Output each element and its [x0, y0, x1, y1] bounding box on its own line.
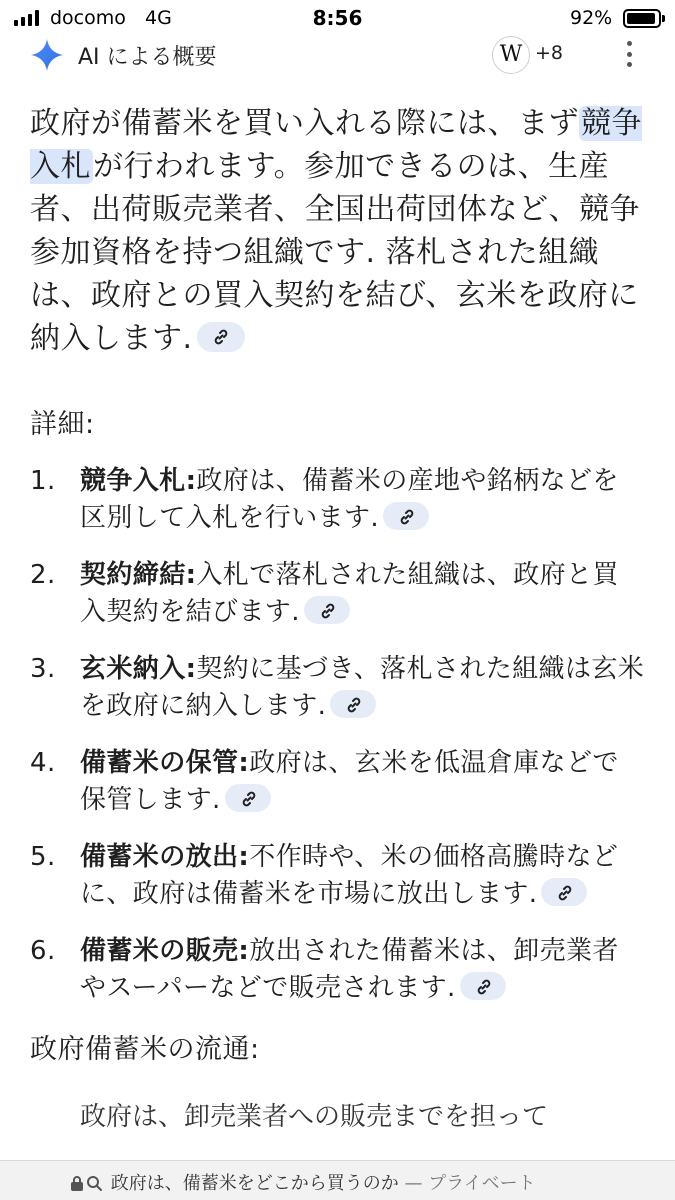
citation-link-chip[interactable]	[383, 502, 429, 530]
network-type: 4G	[145, 7, 172, 29]
item-text: 政府は、玄米を低温倉庫などで保管します.	[80, 748, 619, 815]
item-number: 4.	[30, 748, 56, 778]
battery-fill	[627, 13, 655, 24]
item-body	[80, 557, 645, 631]
item-number: 5.	[30, 842, 56, 872]
battery-percent: 92%	[570, 7, 613, 29]
citation-link-chip[interactable]	[225, 784, 271, 812]
citation-link-chip[interactable]	[460, 972, 506, 1000]
link-icon	[556, 884, 574, 902]
link-icon	[475, 978, 493, 996]
item-title: 契約締結:	[80, 560, 197, 590]
link-icon	[398, 508, 416, 526]
carrier-name: docomo	[50, 7, 126, 29]
item-title: 玄米納入:	[80, 654, 197, 684]
highlighted-term[interactable]: 競争入札	[30, 106, 642, 184]
item-title: 備蓄米の放出:	[80, 842, 250, 872]
sparkle-icon	[30, 38, 64, 72]
item-title: 備蓄米の販売:	[80, 936, 250, 966]
address-bar[interactable]	[0, 1160, 675, 1200]
truncated-line: 政府は、卸売業者への販売までを担って	[80, 1102, 549, 1132]
item-title: 競争入札:	[80, 466, 197, 496]
detail-item	[30, 745, 645, 819]
detail-item	[30, 463, 645, 537]
battery-icon	[623, 9, 661, 28]
item-title: 備蓄米の保管:	[80, 748, 250, 778]
wikipedia-source-badge[interactable]: W	[492, 36, 530, 74]
detail-item	[30, 933, 645, 1007]
item-text: 入札で落札された組織は、政府と買入契約を結びます.	[80, 560, 619, 627]
item-text: 契約に基づき、落札された組織は玄米を政府に納入します.	[80, 654, 645, 721]
item-body	[80, 745, 645, 819]
link-icon	[319, 602, 337, 620]
search-icon	[86, 1175, 103, 1192]
details-list	[30, 463, 645, 1007]
details-heading: 詳細:	[30, 409, 95, 440]
link-icon	[212, 328, 230, 346]
ai-overview-header	[0, 34, 675, 74]
battery-cap	[662, 15, 665, 22]
item-body	[80, 651, 645, 725]
more-options-icon[interactable]	[622, 41, 636, 67]
flow-heading: 政府備蓄米の流通:	[30, 1034, 260, 1065]
detail-item	[30, 651, 645, 725]
item-text: 政府は、備蓄米の産地や銘柄などを区別して入札を行います.	[80, 466, 619, 533]
private-mode-label: — プライベート	[404, 1173, 536, 1194]
item-number: 3.	[30, 654, 56, 684]
lock-icon	[70, 1175, 84, 1192]
item-body	[80, 463, 645, 537]
summary-text-rest: が行われます。参加できるのは、生産者、出荷販売業者、全国出荷団体など、競争参加資格を持つ組織です. 落札された組織は、政府との買入契約を結び、玄米を政府に納入します.	[30, 149, 640, 356]
item-text: 放出された備蓄米は、卸売業者やスーパーなどで販売されます.	[80, 936, 619, 1003]
detail-item	[30, 557, 645, 631]
detail-item	[30, 839, 645, 913]
clock: 8:56	[312, 6, 363, 30]
link-icon	[240, 790, 258, 808]
citation-link-chip[interactable]	[197, 322, 245, 352]
address-bar-text	[70, 1169, 605, 1195]
item-body	[80, 933, 645, 1007]
item-number: 6.	[30, 936, 56, 966]
summary-text-start: 政府が備蓄米を買い入れる際には、まず	[30, 106, 579, 141]
source-count[interactable]: +8	[535, 42, 564, 64]
citation-link-chip[interactable]	[304, 596, 350, 624]
address-query: 政府は、備蓄米をどこから買うのか	[110, 1173, 399, 1194]
item-text: 不作時や、米の価格高騰時などに、政府は備蓄米を市場に放出します.	[80, 842, 619, 909]
summary-paragraph	[30, 102, 645, 360]
item-number: 2.	[30, 560, 56, 590]
ai-overview-title: AI による概要	[78, 45, 217, 70]
item-body	[80, 839, 645, 913]
link-icon	[345, 696, 363, 714]
citation-link-chip[interactable]	[330, 690, 376, 718]
citation-link-chip[interactable]	[541, 878, 587, 906]
item-number: 1.	[30, 466, 56, 496]
ai-overview-content	[30, 102, 645, 1132]
